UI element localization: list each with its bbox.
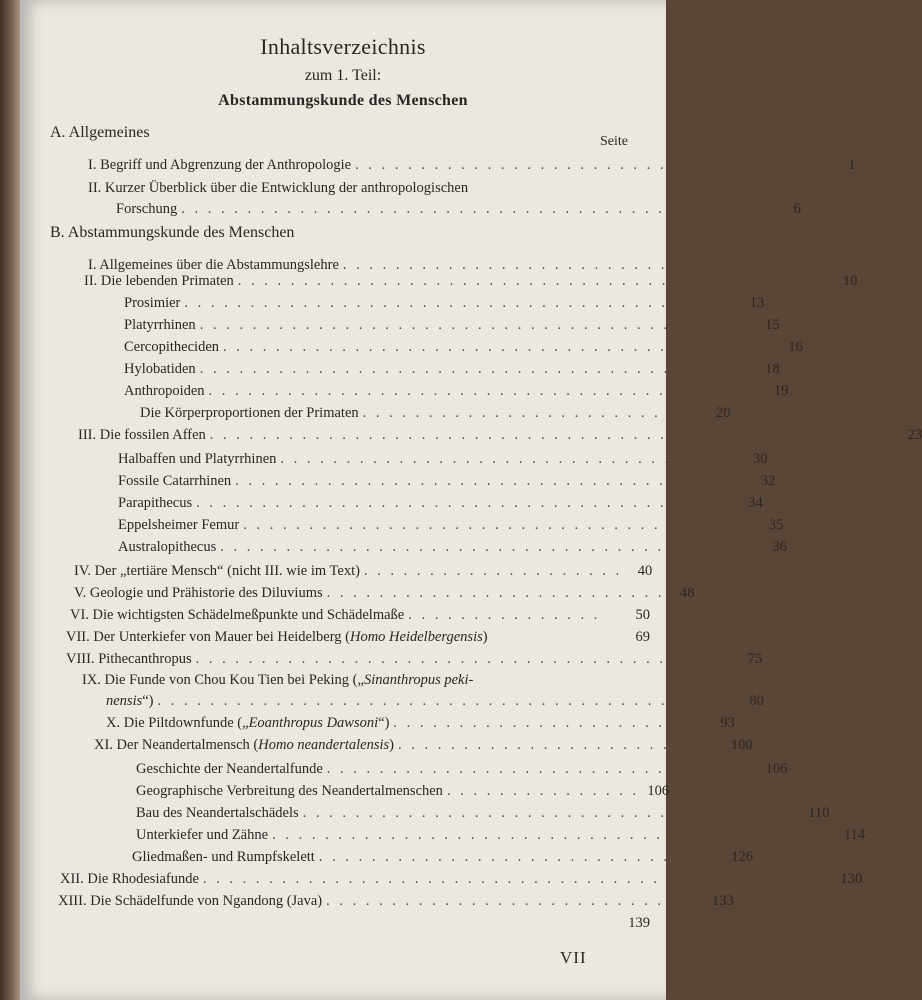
toc-entry-label: I. Allgemeines über die Abstammungslehre [88, 257, 339, 273]
dot-leader: . . . . . . . . . . . . . . . . . . . . . . . . . . . . . . . . . . . . . . . . . . [199, 317, 750, 333]
toc-entry-label: X. Die Piltdownfunde („Eoanthropus Dawsoni“) [106, 715, 390, 731]
toc-entry-label-continued: nensis“) [106, 693, 154, 709]
toc-entry-page: 18 [765, 361, 780, 377]
page-folio: VII [560, 948, 587, 967]
dot-leader: . . . . . . . . . . . . . . . . . . . . . . . . . . . . . . . . . [326, 761, 758, 777]
toc-entry-label: Fossile Catarrhinen [118, 473, 232, 489]
dot-leader: . . . . . . . . . . . . . . . [446, 783, 640, 799]
toc-entry-page: 106 [647, 783, 670, 799]
dot-leader: . . . . . . . . . . . . . . . . . . . . . . . . [393, 715, 705, 731]
toc-entry-label: Australopithecus [118, 539, 217, 555]
toc-entry-page: 48 [680, 585, 695, 601]
toc-entry [58, 914, 650, 932]
toc-entry-page: 40 [637, 563, 653, 579]
toc-entry-page: 20 [716, 405, 731, 421]
book-page [20, 0, 922, 1000]
toc-entry-label: XIII. Die Schädelfunde von Ngandong (Java) [58, 893, 323, 909]
toc-entry [66, 650, 763, 668]
toc-entry [70, 606, 650, 624]
toc-entry-label: IX. Die Funde von Chou Kou Tien bei Peking („Sinanthropus peki- [82, 672, 474, 688]
toc-entry [136, 782, 670, 800]
toc-entry [136, 804, 830, 822]
dot-leader: . . . . . . . . . . . . . . . . . . . . . . . . . . . . . . . . . . . . . . . . . . . . . . . . [202, 871, 833, 887]
toc-entry-page: 36 [772, 539, 787, 555]
toc-entry-page: 1 [848, 157, 856, 173]
dot-leader: . . . . . . . . . . . . . . . . . . . . . . . . . . . . . . . . . . . . . . . . . . [184, 295, 735, 311]
page-column-label: Seite [600, 134, 628, 149]
toc-entry [88, 156, 856, 174]
toc-entry-page: 30 [753, 451, 768, 467]
dot-leader: . . . . . . . . . . . . . . . . . . . . . . . . . . . . . . . . . . . . . . . . . . . . . [237, 273, 828, 289]
toc-entry-page: 110 [808, 805, 830, 821]
toc-entry-label: II. Die lebenden Primaten [84, 273, 234, 289]
toc-entry [136, 826, 866, 844]
toc-entry-label: Eppelsheimer Femur [118, 517, 240, 533]
toc-entry-label: XI. Der Neandertalmensch (Homo neandertalensis) [94, 737, 394, 753]
toc-entry [118, 538, 787, 556]
toc-entry [124, 360, 780, 378]
dot-leader: . . . . . . . . . . . . . . . . . . . . . . . . . . . . . . . . . . . . . . . . . . . . [157, 693, 734, 709]
dot-leader: . . . . . . . . . . . . . . . . . . . . . . . . . [398, 737, 723, 753]
toc-entry-label: Anthropoiden [124, 383, 205, 399]
toc-entry [124, 382, 789, 400]
dot-leader: . . . . . . . . . . . . . . . . . . . . . . . . . . . . . . . . . . . . . . . . . . [199, 361, 750, 377]
toc-entry [118, 450, 768, 468]
toc-entry-label: II. Kurzer Überblick über die Entwicklung der anthropologischen [88, 180, 469, 196]
toc-entry-page: 23 [907, 427, 922, 443]
toc-entry-page: 6 [793, 201, 801, 217]
dot-leader: . . . . . . . . . . . . . . . . . . . . . . . . . . . . . . . . . . . . . . . . . . . [272, 827, 836, 843]
toc-entry-label: Prosimier [124, 295, 181, 311]
dot-leader: . . . . . . . . . . . . . . . . . . . . . . . . . . . . . . . . . . . . [342, 257, 814, 273]
dot-leader: . . . . . . . . . . . . . . . . . . . . . . . . . . . . . [326, 893, 704, 909]
toc-entry-label: III. Die fossilen Affen [78, 427, 206, 443]
dot-leader: . . . . . . . . . . . . . . . . . . . . . . . . . . . . . . . . . . . . . . . . . . . . . [181, 201, 771, 217]
toc-entry-label: Geographische Verbreitung des Neandertalmenschen [136, 783, 443, 799]
toc-entry [58, 892, 734, 910]
toc-entry-page: 34 [748, 495, 763, 511]
toc-entry-label: Unterkiefer und Zähne [136, 827, 269, 843]
dot-leader: . . . . . . . . . . . . . . . [408, 607, 601, 623]
toc-entry-label: VII. Der Unterkiefer von Mauer bei Heidelberg (Homo Heidelbergensis) [66, 629, 488, 645]
dot-leader: . . . . . . . . . . . . . . . . . . . . . . . . . . [362, 405, 701, 421]
toc-entry [140, 404, 731, 422]
toc-entry-label: VIII. Pithecanthropus [66, 651, 192, 667]
toc-entry-page: 80 [749, 693, 764, 709]
toc-entry [106, 692, 764, 710]
toc-entry-page: 133 [712, 893, 734, 909]
toc-entry-label: Cercopitheciden [124, 339, 220, 355]
toc-entry [84, 272, 858, 290]
toc-entry [136, 760, 788, 778]
dot-leader: . . . . . . . . . . . . . . . . . . . . . . . . . . . . . . . [318, 849, 723, 865]
dot-leader: . . . . . . . . . . . . . . . . . . . . . . . . . . [326, 585, 665, 601]
dot-leader: . . . . . . . . . . . . . . . . . . . . . . . . . . . . . . . . . . . . . . . [243, 517, 754, 533]
page-subtitle: zum 1. Teil: [304, 67, 382, 84]
toc-entry-label: Halbaffen und Platyrrhinen [118, 451, 277, 467]
dot-leader: . . . . . . . . . . . . . . . . . . . . . . . . . . . . . . . . . . . . . . [302, 805, 800, 821]
toc-entry [118, 516, 784, 534]
toc-entry-page: 106 [765, 761, 788, 777]
dot-leader: . . . . . . . . . . . . . . . . . . . . . . . . . . . . . . . . . . . . . . . . . . [223, 339, 773, 355]
toc-entry-label: Bau des Neandertalschädels [136, 805, 299, 821]
toc-entry-page: 75 [747, 651, 763, 667]
toc-entry-page: 15 [765, 317, 780, 333]
toc-entry [106, 714, 735, 732]
dot-leader: . . . . . . . . . . . . . . . . . . . . . . . . . . . . . . . . . . . . . . . . . . [208, 383, 759, 399]
toc-entry-page: 139 [628, 915, 650, 931]
toc-entry-page: 69 [635, 629, 650, 645]
toc-entry-page: 93 [720, 715, 735, 731]
toc-entry-page: 126 [731, 849, 753, 865]
toc-entry-label-continued: Forschung [116, 201, 178, 217]
toc-entry-page: 100 [730, 737, 753, 753]
toc-entry-page: 130 [840, 871, 863, 887]
toc-entry-page: 19 [773, 383, 789, 399]
book-spine [0, 0, 20, 1000]
table-of-contents [20, 0, 922, 1000]
toc-entry [78, 426, 922, 444]
toc-entry [74, 562, 653, 580]
toc-entry-page: 10 [842, 273, 858, 289]
dot-leader: . . . . . . . . . . . . . . . . . . . . . . . . . . . . . . . . . . . . . . . [235, 473, 746, 489]
section-b-heading: B. Abstammungskunde des Menschen [50, 224, 295, 241]
toc-entry [116, 200, 801, 218]
toc-entry-label: Gliedmaßen- und Rumpfskelett [132, 849, 315, 865]
toc-entry-label: Geschichte der Neandertalfunde [136, 761, 323, 777]
toc-entry [124, 294, 765, 312]
toc-entry [94, 736, 753, 754]
part-heading: Abstammungskunde des Menschen [218, 92, 468, 109]
dot-leader: . . . . . . . . . . . . . . . . . . . . . . . . . . . . . . . . . . . . [355, 157, 826, 173]
section-a-heading: A. Allgemeines [50, 124, 150, 141]
dot-leader: . . . . . . . . . . . . . . . . . . . . . . . . . . . . . . . . . . . [280, 451, 738, 467]
toc-entry [124, 316, 780, 334]
page-title: Inhaltsverzeichnis [260, 34, 426, 59]
dot-leader: . . . . . . . . . . . . . . . . . . . . . . . . . . . . . . . . . . . . . . . . . [220, 539, 757, 555]
toc-entry [132, 848, 753, 866]
toc-entry-label: Die Körperproportionen der Primaten [140, 405, 359, 421]
dot-leader: . . . . . . . . . . . . . . . . . . . . . . . . . . . . . . . . . . . . . . . . . . . . . . . . . . . . [209, 427, 893, 443]
toc-entry [60, 870, 863, 888]
dot-leader: . . . . . . . . . . . . . . . . . . . . [363, 563, 623, 579]
toc-entry-label: Hylobatiden [124, 361, 196, 377]
toc-entry-label: Platyrrhinen [124, 317, 196, 333]
dot-leader: . . . . . . . . . . . . . . . . . . . . . . . . . . . . . . . . . . . . . . . . . [195, 651, 733, 667]
toc-entry-label: VI. Die wichtigsten Schädelmeßpunkte und Schädelmaße [70, 607, 405, 623]
toc-entry [66, 628, 650, 646]
toc-entry [118, 494, 763, 512]
toc-entry-page: 32 [760, 473, 776, 489]
toc-entry-page: 50 [635, 607, 650, 623]
toc-entry-page: 13 [749, 295, 765, 311]
toc-entry-label: XII. Die Rhodesiafunde [60, 871, 199, 887]
toc-entry-label: V. Geologie und Prähistorie des Diluviums [74, 585, 323, 601]
toc-entry [124, 338, 803, 356]
toc-entry [74, 584, 695, 602]
toc-entry-page: 114 [843, 827, 866, 843]
toc-entry-page: 16 [788, 339, 803, 355]
toc-entry-label: IV. Der „tertiäre Mensch“ (nicht III. wie im Text) [74, 563, 360, 579]
toc-entry-page: 35 [768, 517, 784, 533]
toc-entry-label: Parapithecus [118, 495, 193, 511]
toc-entry-label: I. Begriff und Abgrenzung der Anthropologie [88, 157, 352, 173]
toc-entry [118, 472, 776, 490]
dot-leader: . . . . . . . . . . . . . . . . . . . . . . . . . . . . . . . . . . . . . . . . . [196, 495, 733, 511]
